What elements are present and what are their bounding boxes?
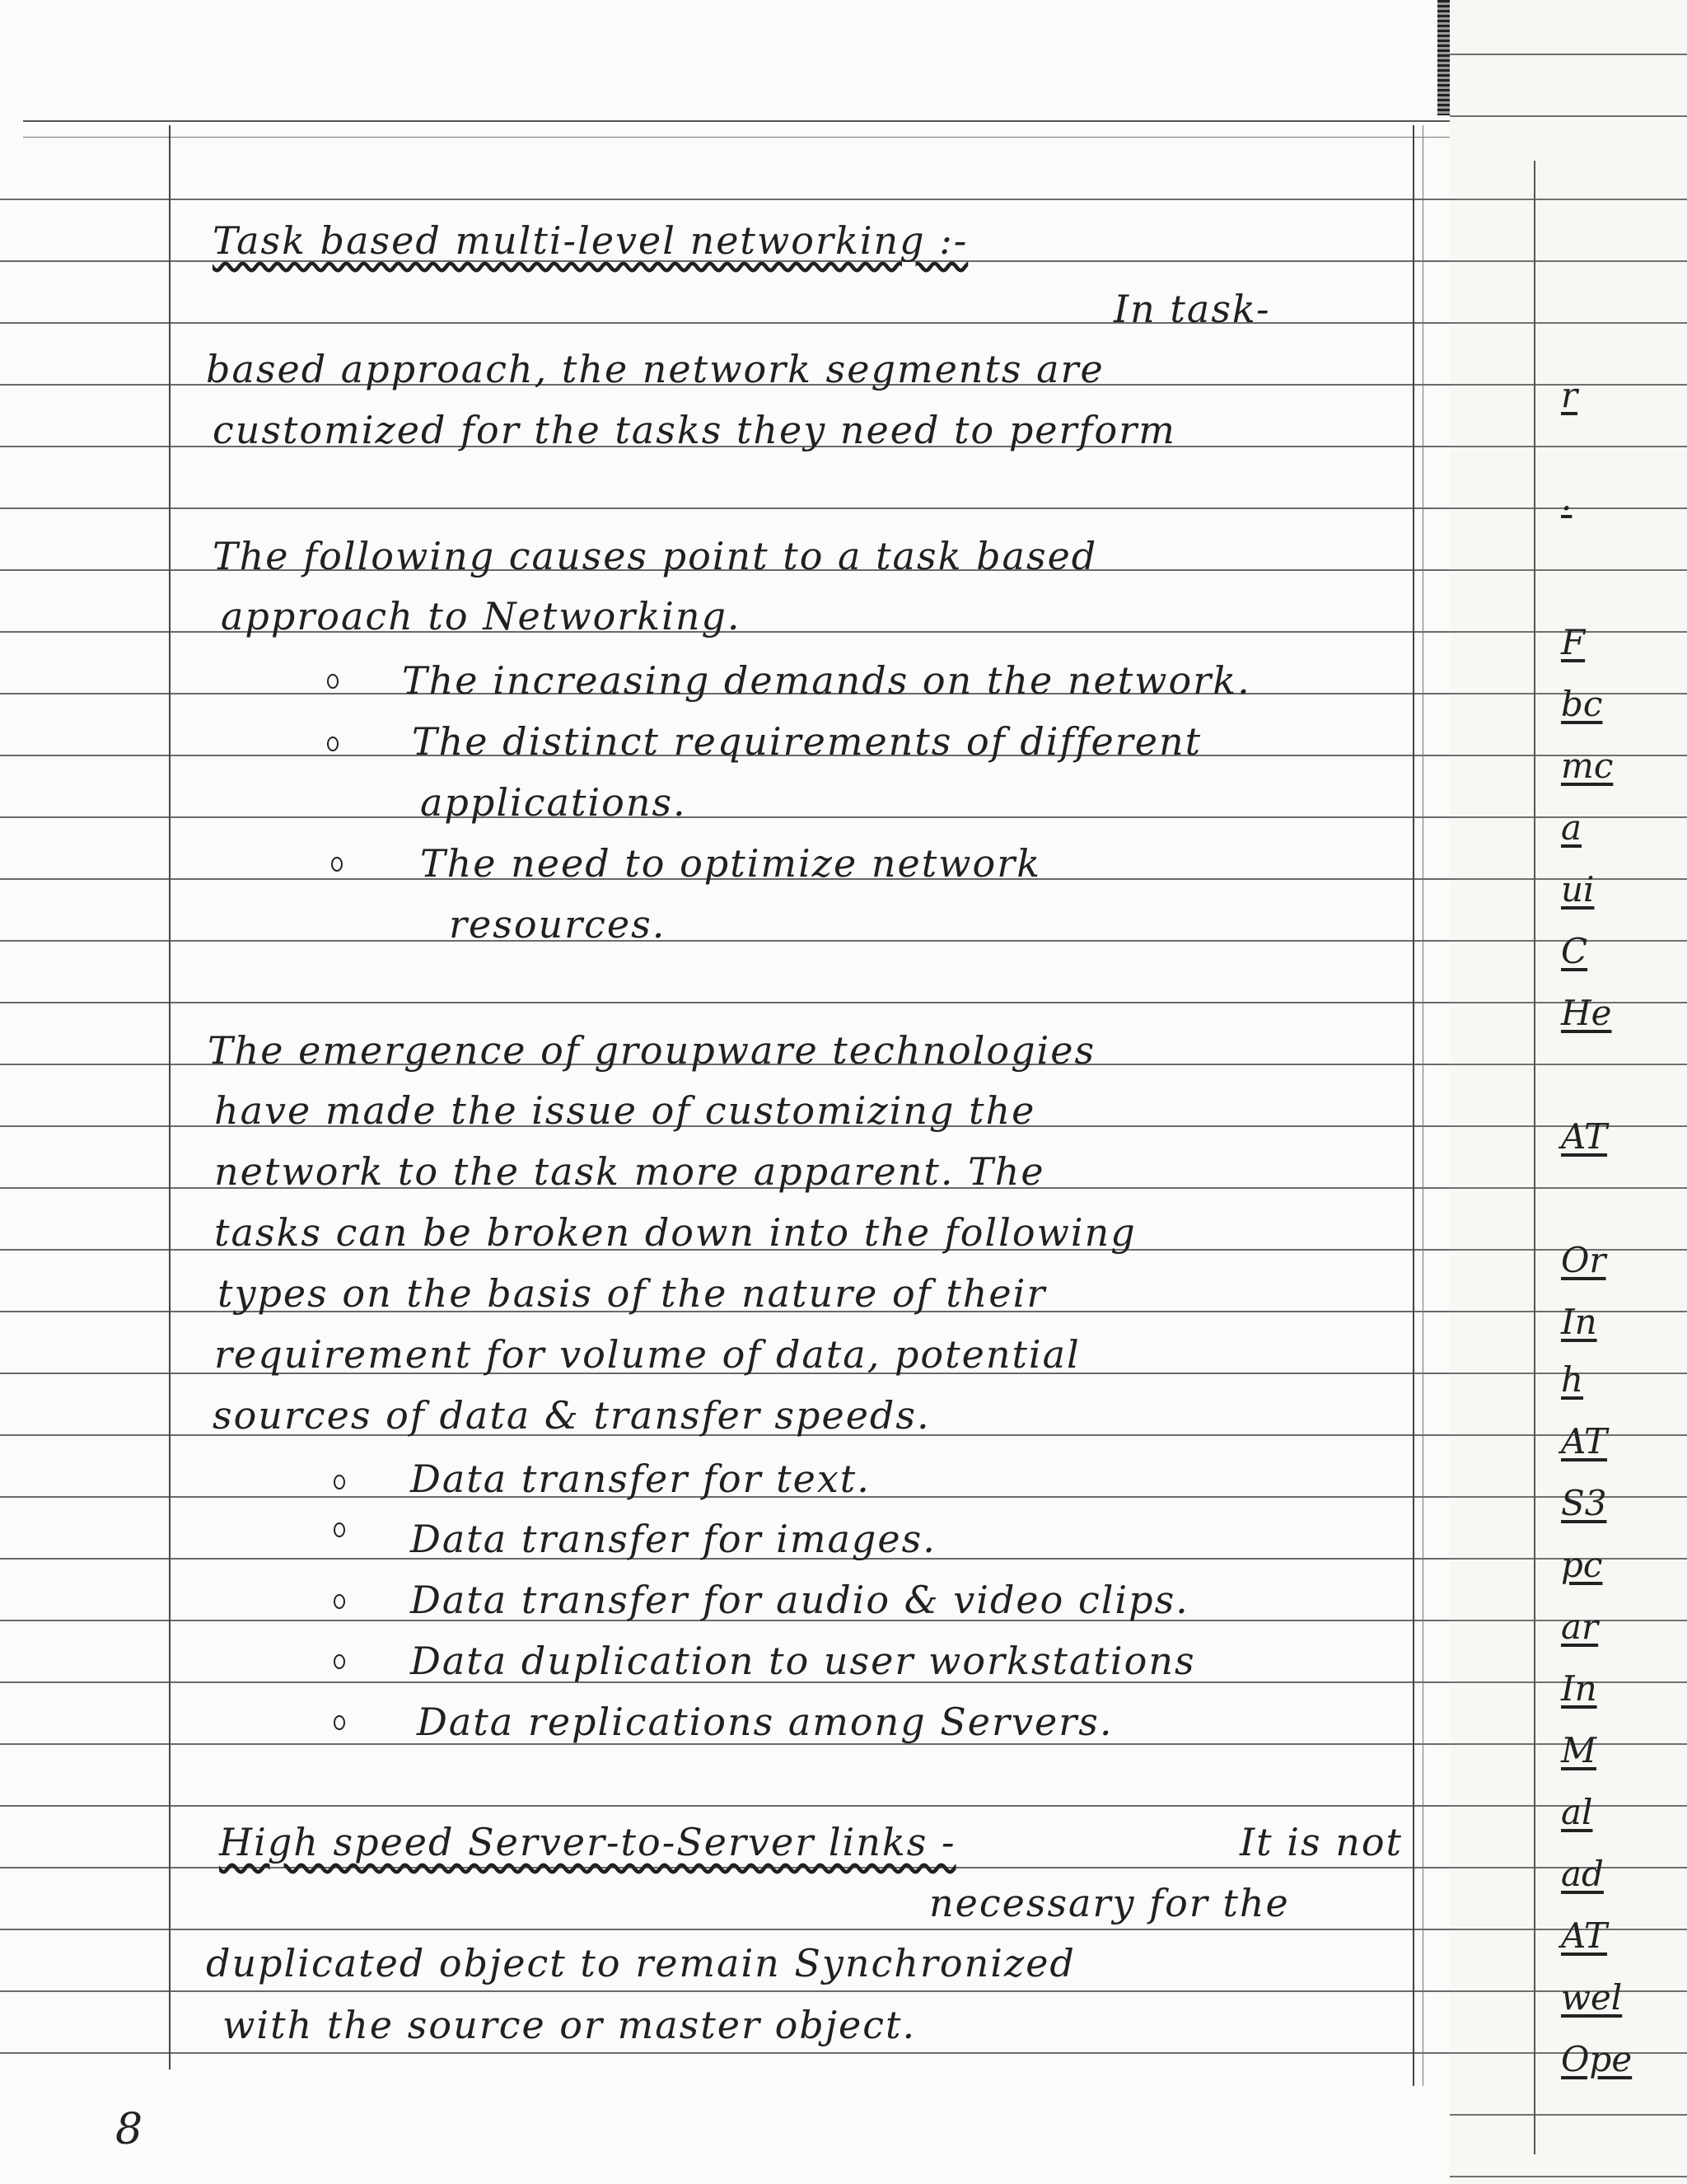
adjacent-page-fragment: h (1561, 1359, 1584, 1400)
text-line: based approach, the network segments are (206, 347, 1105, 391)
text-line: It is not (1240, 1820, 1404, 1864)
adjacent-page-fragment: ui (1561, 869, 1595, 910)
bullet-text: resources. (449, 902, 666, 947)
adjacent-page-fragment: M (1561, 1730, 1597, 1770)
adjacent-page-margin-line (1534, 161, 1535, 2154)
text-line: with the source or master object. (222, 2003, 917, 2047)
adjacent-page-fragment: In (1561, 1668, 1597, 1709)
bullet (331, 857, 343, 872)
adjacent-page-fragment: bc (1561, 684, 1603, 724)
adjacent-page-fragment: wel (1561, 1977, 1623, 2018)
text-line: requirement for volume of data, potential (214, 1332, 1081, 1377)
bullet-text: The distinct requirements of different (412, 719, 1203, 764)
adjacent-page-fragment: AT (1561, 1421, 1608, 1461)
bullet-text: Data transfer for text. (410, 1457, 871, 1501)
adjacent-page-fragment: pc (1561, 1545, 1603, 1585)
adjacent-page-fragment: ar (1561, 1606, 1599, 1647)
bullet (327, 737, 339, 751)
section-heading: High speed Server-to-Server links - (219, 1820, 956, 1864)
text-line: customized for the tasks they need to perform (213, 408, 1176, 452)
top-rule (23, 120, 1473, 122)
bullet-text: The increasing demands on the network. (402, 658, 1251, 703)
adjacent-page-fragment: mc (1561, 746, 1614, 786)
adjacent-page-fragment: S3 (1561, 1483, 1607, 1523)
adjacent-page-fragment: Ope (1561, 2039, 1633, 2079)
text-line: network to the task more apparent. The (214, 1149, 1045, 1194)
text-line: tasks can be broken down into the following (214, 1210, 1137, 1255)
bullet (334, 1654, 345, 1669)
bullet-text: Data duplication to user workstations (410, 1639, 1196, 1683)
adjacent-page-fragment: He (1561, 993, 1612, 1033)
left-margin-line (169, 125, 171, 2069)
adjacent-page-fragment: al (1561, 1792, 1593, 1832)
text-line: duplicated object to remain Synchronized (206, 1941, 1076, 1985)
text-line: sources of data & transfer speeds. (213, 1393, 931, 1438)
adjacent-page-fragment: r (1561, 375, 1578, 415)
text-line: have made the issue of customizing the (214, 1088, 1036, 1133)
bullet-text: Data transfer for audio & video clips. (410, 1578, 1189, 1622)
section-heading: Task based multi-level networking :- (213, 218, 969, 263)
adjacent-page-fragment: C (1561, 931, 1588, 971)
adjacent-page-fragment: Or (1561, 1240, 1606, 1280)
adjacent-page-fragment: a (1561, 807, 1582, 848)
bullet-text: Data replications among Servers. (417, 1700, 1114, 1744)
bullet-text: Data transfer for images. (410, 1517, 937, 1561)
adjacent-page-fragment: F (1561, 622, 1586, 662)
bullet-text: applications. (420, 780, 687, 825)
adjacent-page-fragment: In (1561, 1302, 1597, 1342)
text-line: The following causes point to a task based (213, 534, 1098, 578)
bullet (334, 1715, 345, 1730)
bullet (334, 1594, 345, 1609)
text-line: necessary for the (929, 1881, 1290, 1925)
adjacent-page-fragment: . (1561, 478, 1573, 518)
text-line: In task- (1114, 287, 1271, 331)
bullet (327, 674, 339, 689)
bullet (334, 1475, 345, 1490)
top-rule-secondary (23, 137, 1473, 138)
adjacent-page-fragment: AT (1561, 1915, 1608, 1956)
right-margin-line (1413, 125, 1414, 2086)
page-number: 8 (115, 2105, 143, 2154)
bullet (334, 1522, 345, 1537)
text-line: The emergence of groupware technologies (208, 1028, 1096, 1073)
text-line: approach to Networking. (221, 594, 741, 638)
bullet-text: The need to optimize network (420, 841, 1042, 886)
adjacent-page-fragment: ad (1561, 1854, 1604, 1894)
adjacent-page-fragment: AT (1561, 1116, 1608, 1157)
text-line: types on the basis of the nature of their (217, 1271, 1047, 1316)
